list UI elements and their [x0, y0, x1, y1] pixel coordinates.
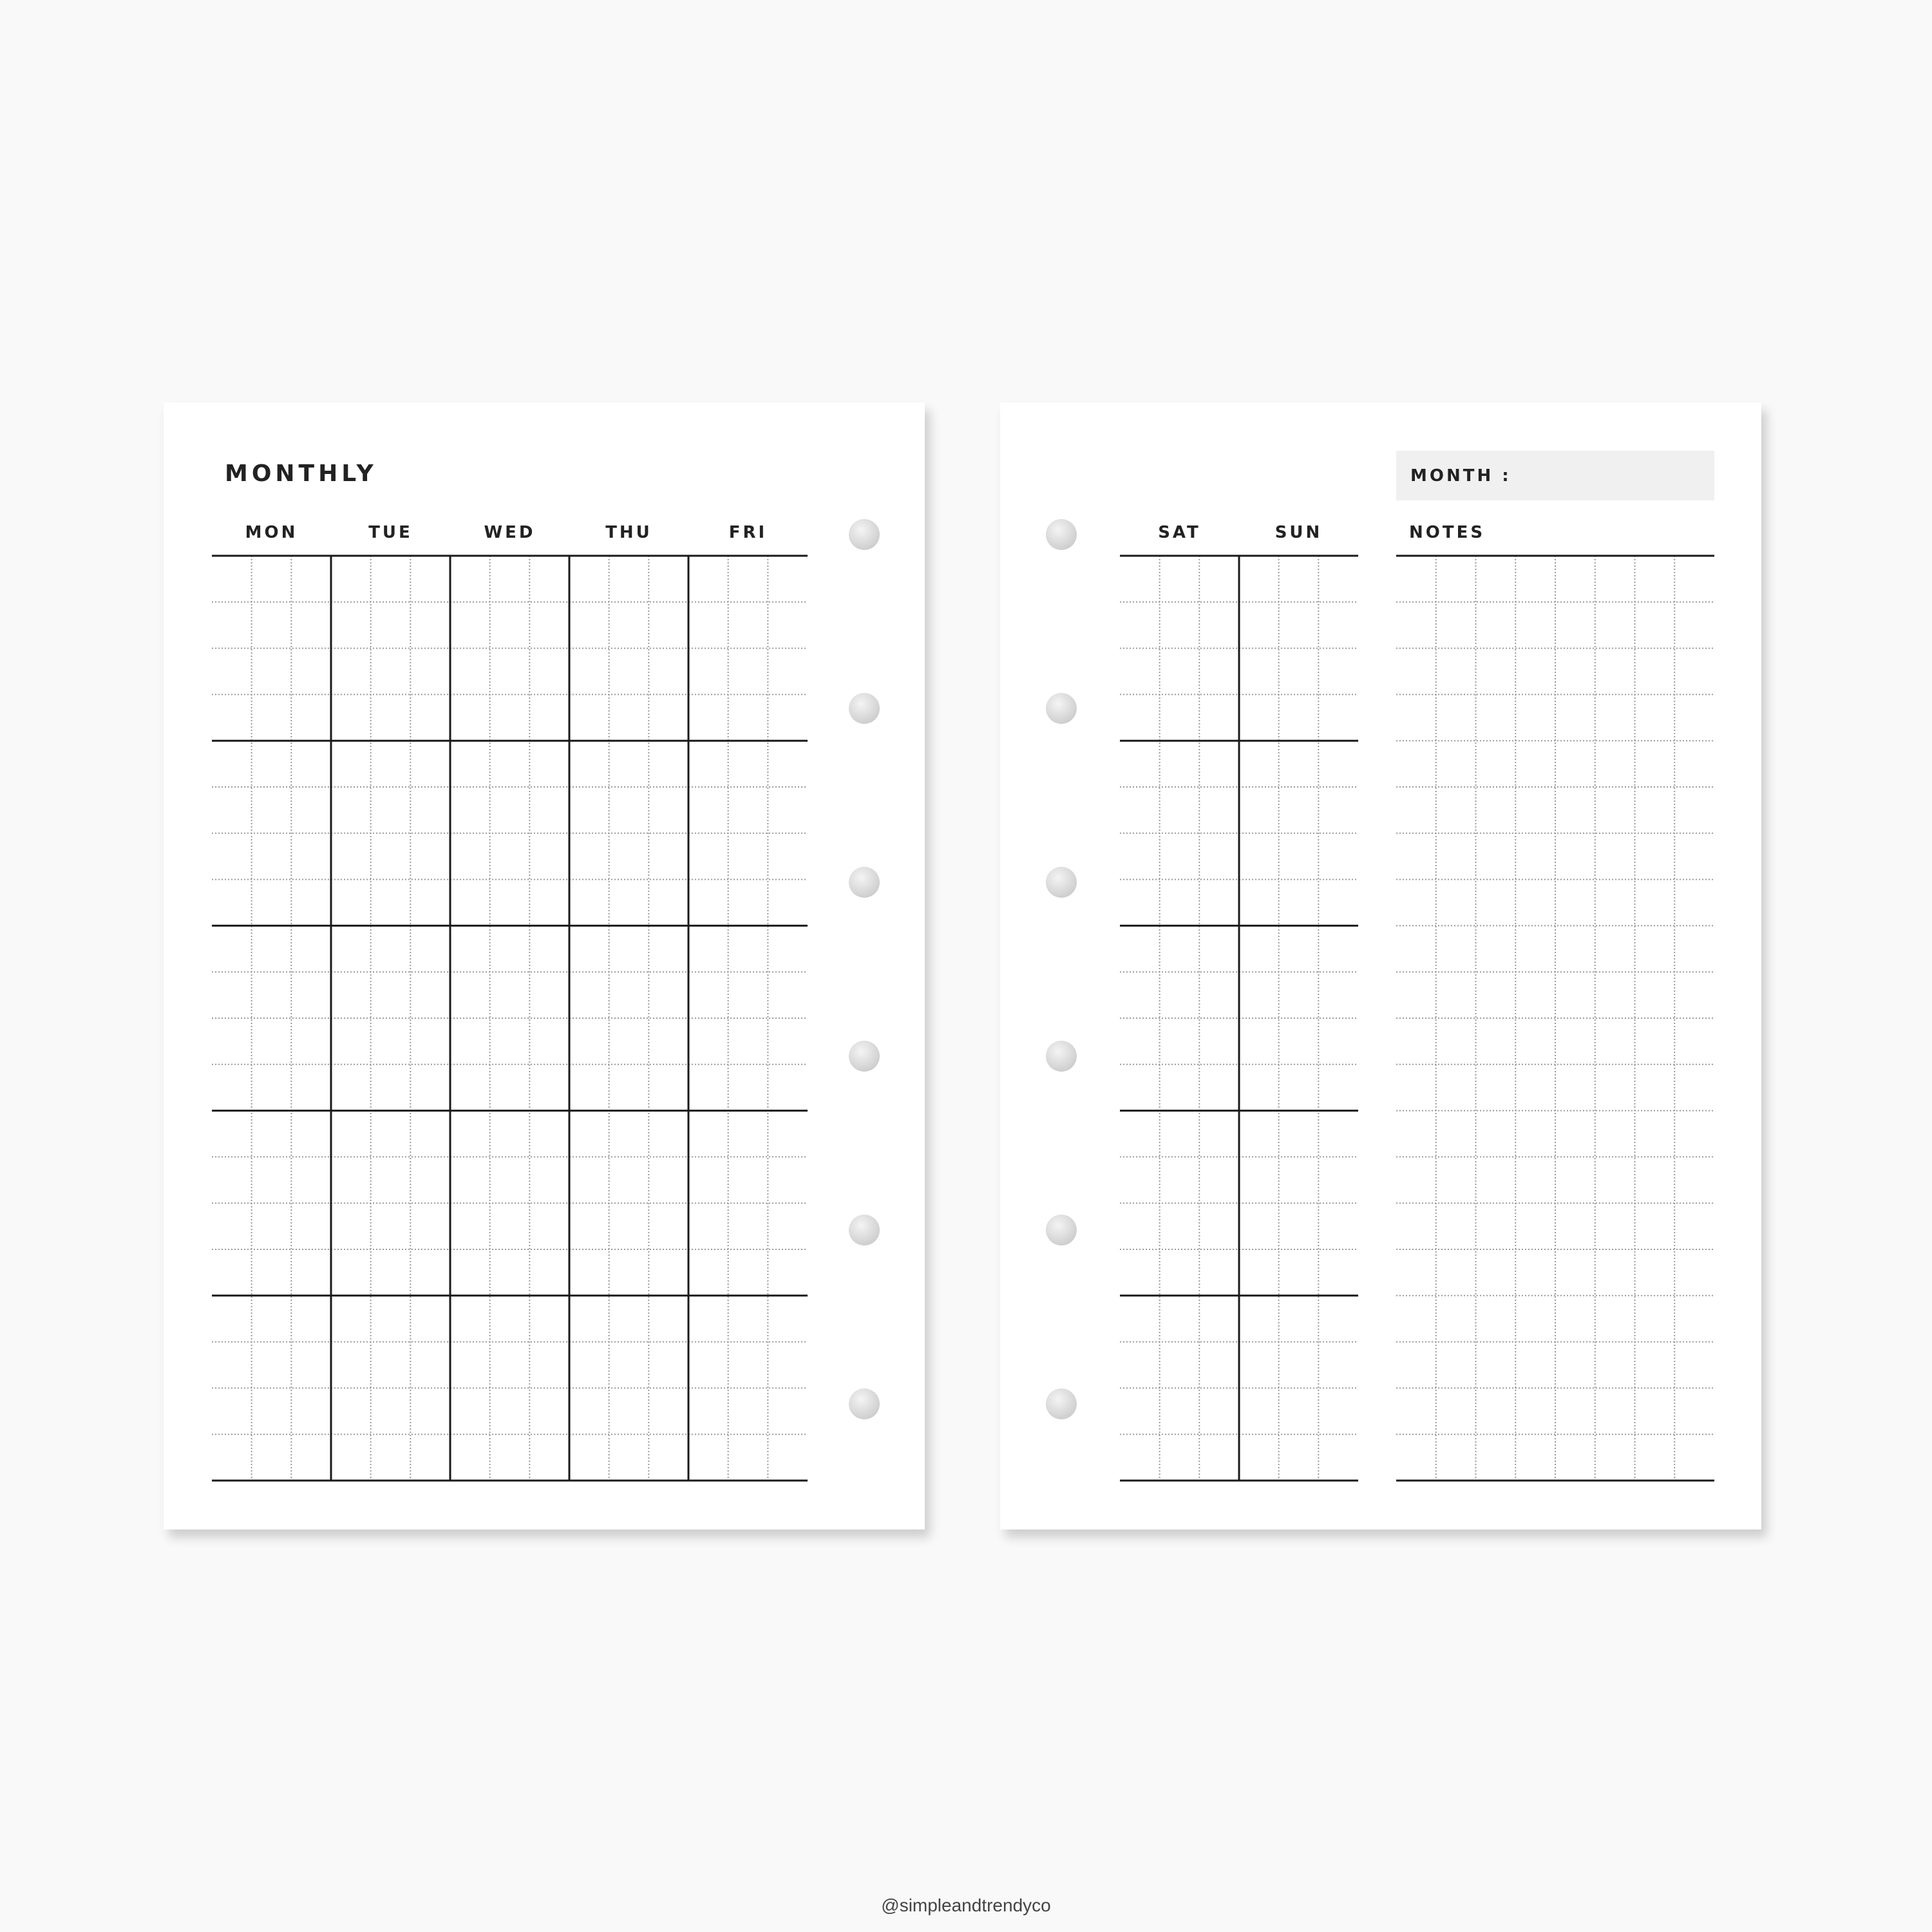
- left-ring-hole: [849, 1388, 880, 1419]
- right-ring-hole: [1046, 1041, 1077, 1072]
- day-header-thu: THU: [605, 523, 652, 542]
- left-ring-hole: [849, 519, 880, 550]
- month-label: MONTH :: [1410, 466, 1511, 486]
- day-header-fri: FRI: [728, 523, 768, 542]
- right-ring-hole: [1046, 693, 1077, 724]
- right-ring-hole: [1046, 867, 1077, 898]
- left-ring-hole: [849, 1215, 880, 1245]
- month-field[interactable]: [1396, 451, 1714, 500]
- day-header-mon: MON: [245, 523, 298, 542]
- right-ring-hole: [1046, 1215, 1077, 1245]
- planner-title: MONTHLY: [225, 460, 377, 487]
- notes-header: NOTES: [1409, 523, 1486, 542]
- day-header-sat: SAT: [1158, 523, 1201, 542]
- weekend-calendar-grid: [1120, 554, 1358, 1482]
- weekday-calendar-grid: [212, 554, 808, 1482]
- day-header-wed: WED: [484, 523, 536, 542]
- left-planner-page: [164, 402, 925, 1530]
- right-ring-hole: [1046, 1388, 1077, 1419]
- right-ring-hole: [1046, 519, 1077, 550]
- left-ring-hole: [849, 693, 880, 724]
- left-ring-hole: [849, 1041, 880, 1072]
- day-header-sun: SUN: [1274, 523, 1323, 542]
- left-ring-hole: [849, 867, 880, 898]
- brand-credit: @simpleandtrendyco: [881, 1895, 1051, 1915]
- day-header-tue: TUE: [368, 523, 413, 542]
- notes-grid[interactable]: [1396, 554, 1714, 1482]
- right-planner-page: [1000, 402, 1761, 1530]
